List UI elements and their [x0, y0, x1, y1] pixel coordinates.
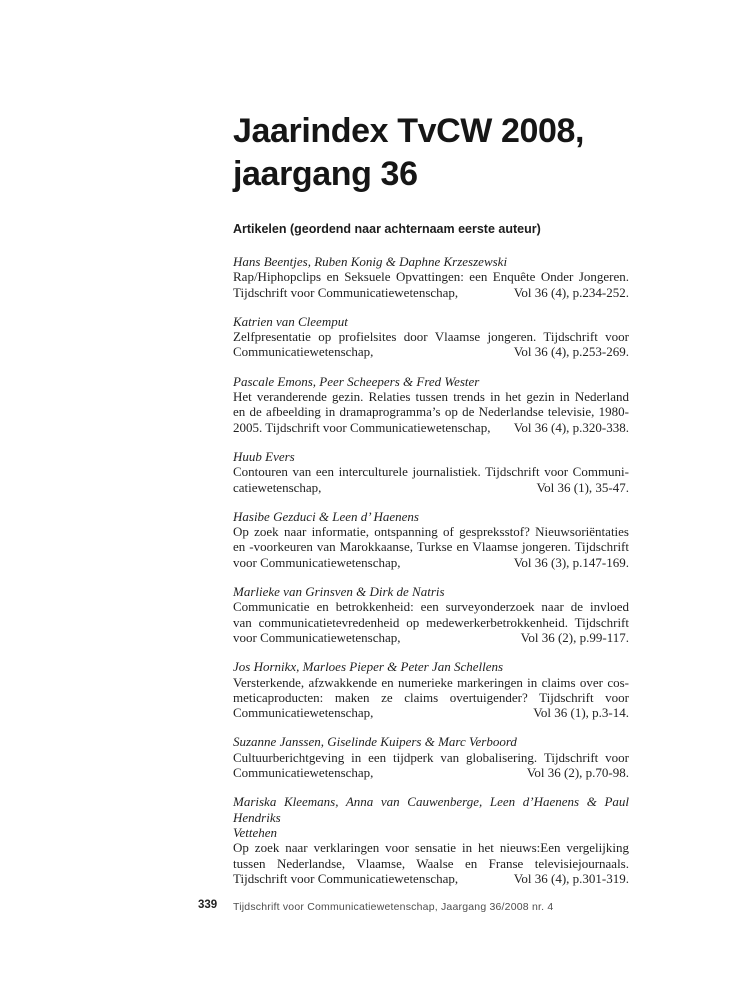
volume-reference: Vol 36 (1), 35-47. [536, 479, 629, 495]
volume-reference: Vol 36 (4), p.320-338. [513, 419, 629, 435]
citation-tail-line [233, 765, 629, 780]
author-line: Jos Hornikx, Marloes Pieper & Peter Jan Schellens [233, 659, 504, 675]
citation-tail-left: Communicatiewetenschap, [233, 705, 374, 721]
author-line: Katrien van Cleemput [233, 313, 348, 329]
volume-reference: Vol 36 (2), p.99-117. [520, 629, 629, 645]
article-entry [233, 254, 629, 300]
citation-tail-line [233, 285, 629, 300]
volume-reference: Vol 36 (4), p.234-252. [513, 284, 629, 300]
citation-line: Cultuurberichtgeving in een tijdperk van globalisering. Tijdschrift voor [233, 749, 629, 765]
article-entry [233, 374, 629, 435]
page-title-line-1: Jaarindex TvCW 2008, [233, 112, 585, 150]
article-entry [233, 449, 629, 495]
page-title [233, 110, 629, 196]
author-line: Mariska Kleemans, Anna van Cauwenberge, Leen d’Haenens & Paul Hendriks [233, 794, 629, 825]
article-entry [233, 314, 629, 360]
citation-tail-left: Tijdschrift voor Communicatiewetenschap, [233, 284, 459, 300]
citation-tail-line [233, 630, 629, 645]
citation-tail-line [233, 705, 629, 720]
citation-line: meticaproducten: maken ze claims overtuigender? Tijdschrift voor [233, 689, 629, 705]
citation-tail-left: Communicatiewetenschap, [233, 344, 374, 360]
volume-reference: Vol 36 (1), p.3-14. [533, 705, 629, 721]
footer-journal-line: Tijdschrift voor Communicatiewetenschap, Jaargang 36/2008 nr. 4 [233, 901, 554, 913]
citation-line: Op zoek naar verklaringen voor sensatie in het nieuws:Een vergelijking [233, 840, 629, 856]
author-line: Huub Evers [233, 448, 295, 464]
page-title-line-2: jaargang 36 [233, 155, 418, 193]
article-entry [233, 794, 629, 886]
article-entry [233, 584, 629, 645]
volume-reference: Vol 36 (4), p.253-269. [513, 344, 629, 360]
content-column [233, 110, 629, 900]
footer-page-number: 339 [198, 899, 218, 911]
section-heading: Artikelen (geordend naar achternaam eerste auteur) [233, 222, 541, 236]
citation-line: en de afbeelding in dramaprogramma’s op de Nederlandse televisie, 1980- [233, 404, 629, 420]
article-entry [233, 659, 629, 720]
citation-tail-line [233, 555, 629, 570]
citation-line: en -voorkeuren van Marokkaanse, Turkse en Vlaamse jongeren. Tijdschrift [233, 539, 629, 555]
article-entry [233, 509, 629, 570]
citation-tail-line [233, 420, 629, 435]
author-line: Marlieke van Grinsven & Dirk de Natris [233, 584, 445, 600]
citation-tail-left: voor Communicatiewetenschap, [233, 554, 401, 570]
citation-line: Versterkende, afzwakkende en numerieke markeringen in claims over cos- [233, 674, 629, 690]
citation-tail-left: voor Communicatiewetenschap, [233, 629, 401, 645]
author-line: Hans Beentjes, Ruben Konig & Daphne Krzeszewski [233, 254, 508, 269]
citation-line: Op zoek naar informatie, ontspanning of gespreksstof? Nieuwsoriëntaties [233, 524, 629, 540]
volume-reference: Vol 36 (4), p.301-319. [513, 870, 629, 886]
article-entry [233, 734, 629, 780]
citation-tail-line [233, 871, 629, 886]
citation-tail-left: catiewetenschap, [233, 479, 322, 495]
citation-tail-left: 2005. Tijdschrift voor Communicatiewetenschap, [233, 419, 491, 435]
author-line: Hasibe Gezduci & Leen d’ Haenens [233, 508, 419, 524]
author-line: Suzanne Janssen, Giselinde Kuipers & Marc Verboord [233, 734, 517, 750]
citation-line: van communicatietevredenheid op medewerkerbetrokkenheid. Tijdschrift [233, 614, 629, 630]
citation-line: Het veranderende gezin. Relaties tussen trends in het gezin in Nederland [233, 389, 629, 405]
citation-line: Rap/Hiphopclips en Seksuele Opvattingen: een Enquête Onder Jongeren. [233, 269, 629, 285]
author-line: Pascale Emons, Peer Scheepers & Fred Wester [233, 373, 480, 389]
volume-reference: Vol 36 (2), p.70-98. [526, 765, 629, 781]
citation-line: Communicatie en betrokkenheid: een surveyonderzoek naar de invloed [233, 599, 629, 615]
citation-tail-left: Communicatiewetenschap, [233, 765, 374, 781]
article-list [233, 254, 629, 886]
citation-tail-left: Tijdschrift voor Communicatiewetenschap, [233, 870, 459, 886]
citation-line: tussen Nederlandse, Vlaamse, Waalse en Franse televisiejournaals. [233, 855, 629, 871]
author-line: Vettehen [233, 824, 278, 840]
volume-reference: Vol 36 (3), p.147-169. [513, 554, 629, 570]
citation-tail-line [233, 480, 629, 495]
citation-line: Zelfpresentatie op profielsites door Vlaamse jongeren. Tijdschrift voor [233, 329, 629, 345]
citation-tail-line [233, 344, 629, 359]
citation-line: Contouren van een interculturele journalistiek. Tijdschrift voor Communi- [233, 464, 629, 480]
